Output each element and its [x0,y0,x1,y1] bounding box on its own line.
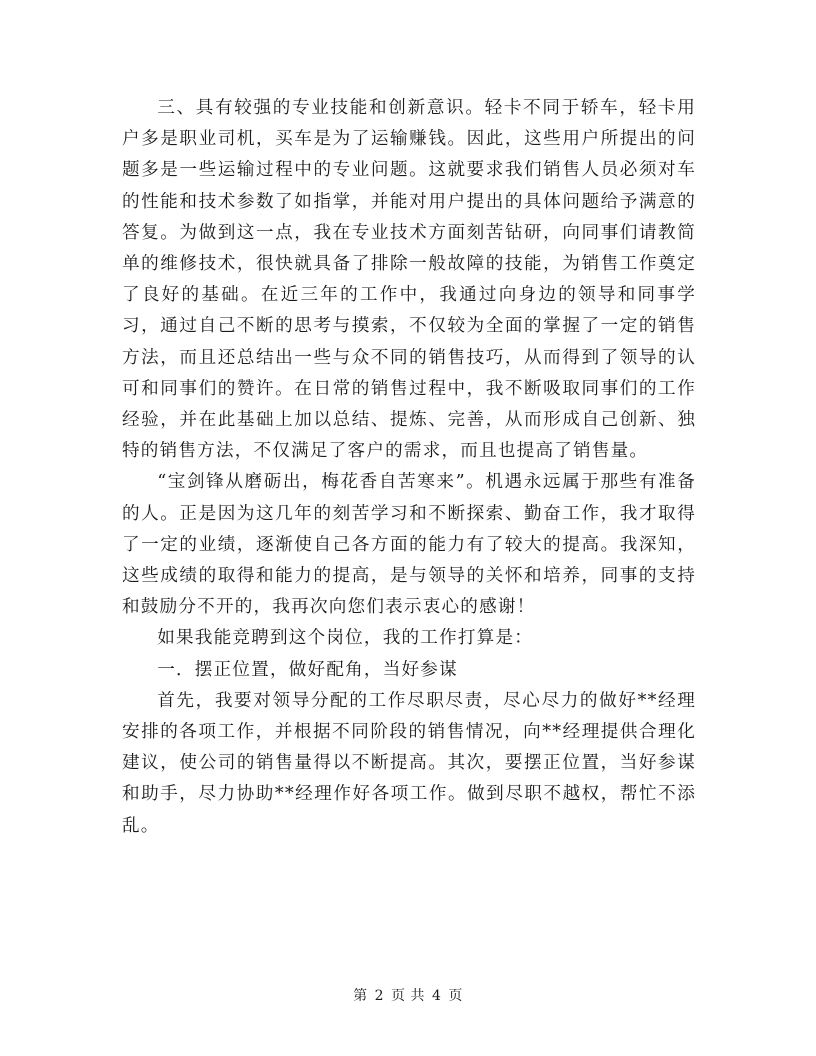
footer-page-number: 2 [374,988,385,1004]
paragraph-gratitude: “宝剑锋从磨砺出，梅花香自苦寒来”。机遇永远属于那些有准备的人。正是因为这几年的刻苦学习和不断探索、勤奋工作，我才取得了一定的业绩，逐渐使自己各方面的能力有了较大的提高。我深知，这些成绩的取得和能力的提高，是与领导的关怀和培养，同事的支持和鼓励分不开的，我再次向您们表示衷心的感谢！ [122,472,696,618]
paragraph-work-plan-intro: 如果我能竞聘到这个岗位，我的工作打算是： [157,628,534,649]
footer-middle: 页 共 [391,988,425,1004]
paragraph-first-duties: 首先，我要对领导分配的工作尽职尽责，尽心尽力的做好**经理安排的各项工作，并根据不同阶段的销售情况，向**经理提供合理化建议，使公司的销售量得以不断提高。其次，要摆正位置，当好参谋和助手，尽力协助**经理作好各项工作。做到尽职不越权，帮忙不添乱。 [122,690,696,836]
footer-total-pages: 4 [431,988,442,1004]
section-heading-position: 一．摆正位置，做好配角，当好参谋 [157,659,458,680]
page-body [122,93,696,842]
paragraph-professional-skills: 三、具有较强的专业技能和创新意识。轻卡不同于轿车，轻卡用户多是职业司机，买车是为了运输赚钱。因此，这些用户所提出的问题多是一些运输过程中的专业问题。这就要求我们销售人员必须对车的性能和技术参数了如指掌，并能对用户提出的具体问题给予满意的答复。为做到这一点，我在专业技术方面刻苦钻研，向同事们请教简单的维修技术，很快就具备了排除一般故障的技能，为销售工作奠定了良好的基础。在近三年的工作中，我通过向身边的领导和同事学习，通过自己不断的思考与摸索，不仅较为全面的掌握了一定的销售方法，而且还总结出一些与众不同的销售技巧，从而得到了领导的认可和同事们的赞许。在日常的销售过程中，我不断吸取同事们的工作经验，并在此基础上加以总结、提炼、完善，从而形成自己创新、独特的销售方法，不仅满足了客户的需求，而且也提高了销售量。 [122,98,696,462]
footer-prefix: 第 [353,988,368,1004]
footer-suffix: 页 [448,988,463,1004]
page-footer [0,987,816,1005]
